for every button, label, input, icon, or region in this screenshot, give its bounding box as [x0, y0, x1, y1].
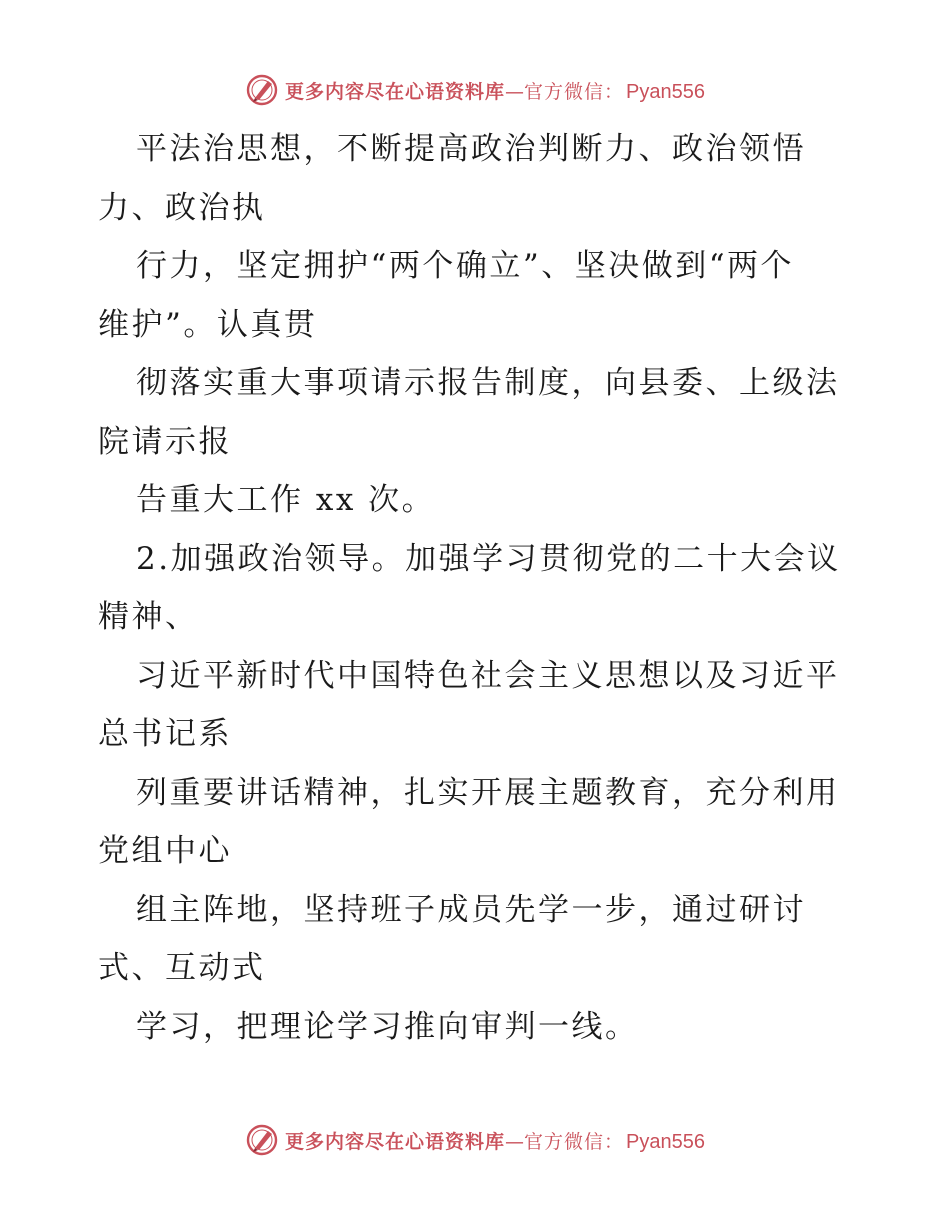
body-line: 党组中心	[98, 833, 232, 869]
watermark-dash: —	[505, 80, 525, 103]
watermark-wechat-id: Pyan556	[626, 1130, 705, 1153]
body-line: 精神、	[98, 599, 199, 635]
body-line: 习近平新时代中国特色社会主义思想以及习近平	[136, 657, 840, 694]
body-line: 院请示报	[98, 423, 232, 460]
watermark-wechat-id: Pyan556	[626, 80, 705, 103]
document-body	[98, 120, 858, 1056]
body-line: 组主阵地，坚持班子成员先学一步，通过研讨	[136, 891, 806, 928]
body-line: 平法治思想，不断提高政治判断力、政治领悟	[136, 131, 806, 167]
watermark-brand-text: 更多内容尽在心语资料库	[285, 80, 506, 103]
body-line: 行力，坚定拥护“两个确立”、坚决做到“两个	[136, 248, 795, 284]
footer-watermark	[0, 1120, 950, 1160]
watermark-contact-label: 官方微信：	[524, 1130, 625, 1153]
quill-logo-icon	[245, 1123, 279, 1157]
quill-logo-icon	[245, 73, 279, 107]
header-watermark	[0, 70, 950, 110]
body-line: 学习，把理论学习推向审判一线。	[136, 1008, 639, 1045]
body-line: 告重大工作 xx 次。	[136, 482, 436, 518]
body-line: 彻落实重大事项请示报告制度，向县委、上级法	[136, 365, 840, 401]
body-line: 式、互动式	[98, 950, 266, 986]
watermark-dash: —	[505, 1130, 525, 1153]
body-line: 2.加强政治领导。加强学习贯彻党的二十大会议	[136, 540, 841, 577]
body-line: 列重要讲话精神，扎实开展主题教育，充分利用	[136, 774, 840, 811]
watermark-brand-text: 更多内容尽在心语资料库	[285, 1130, 506, 1153]
body-line: 维护”。认真贯	[98, 306, 318, 343]
body-line: 总书记系	[98, 716, 232, 752]
body-line: 力、政治执	[98, 189, 266, 226]
watermark-contact-label: 官方微信：	[524, 80, 625, 103]
